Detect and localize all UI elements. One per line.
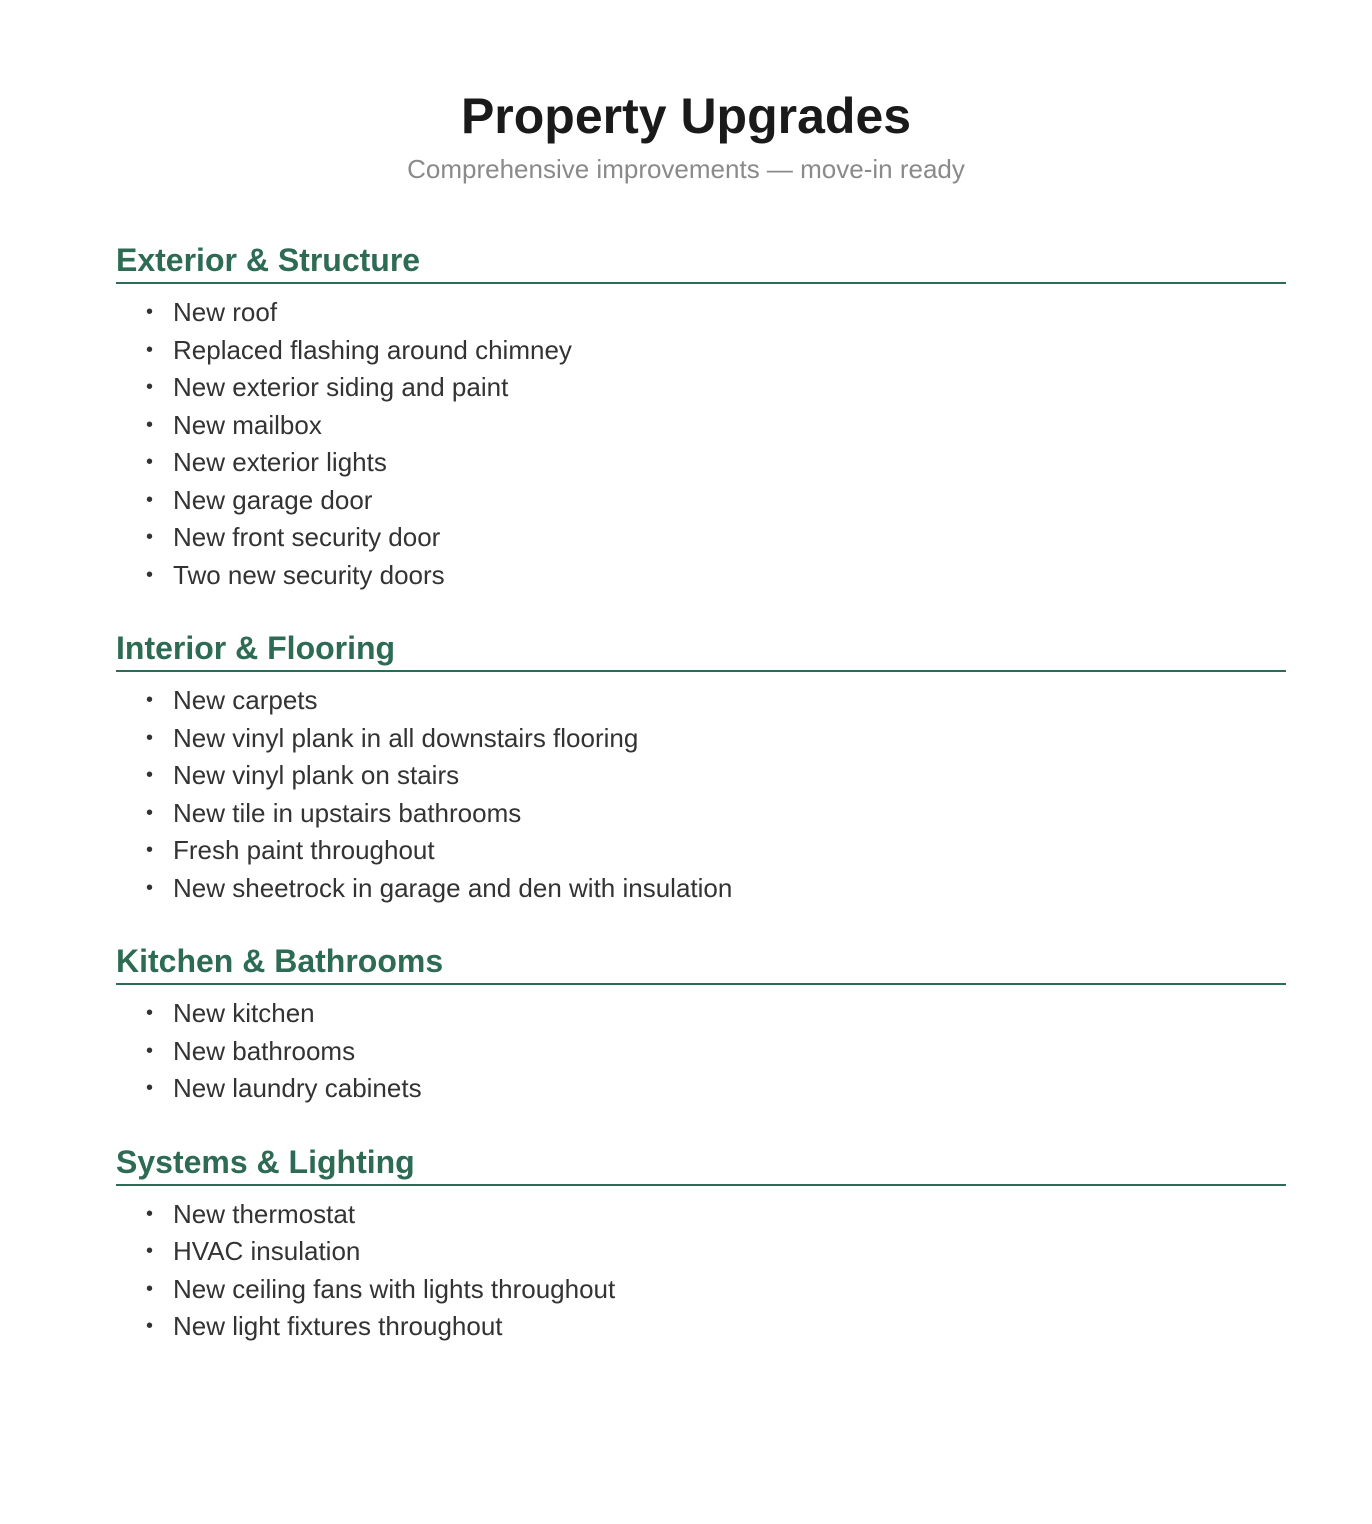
list-item <box>116 1033 1286 1071</box>
item-text: New light fixtures throughout <box>173 1311 503 1341</box>
item-text: New thermostat <box>173 1198 356 1229</box>
bullet-icon: • <box>146 1202 154 1225</box>
bullet-icon: • <box>146 689 154 711</box>
bullet-icon: • <box>146 301 154 323</box>
list-item <box>116 444 1286 482</box>
bullet-icon: • <box>146 839 154 861</box>
list-item <box>116 294 1286 332</box>
section-title: Exterior & Structure <box>116 240 1286 284</box>
bullet-icon: • <box>146 563 154 586</box>
item-text: New exterior lights <box>173 447 387 477</box>
list-item <box>116 1070 1286 1108</box>
item-text: New sheetrock in garage and den with insulation <box>173 872 733 903</box>
section-systems-lighting <box>116 1142 1286 1346</box>
section-exterior-structure <box>116 240 1286 594</box>
item-text: New ceiling fans with lights throughout <box>173 1273 616 1304</box>
item-text: New kitchen <box>173 998 315 1028</box>
list-item <box>116 682 1286 720</box>
bullet-icon: • <box>146 876 154 899</box>
document-header <box>0 0 1372 186</box>
page-title: Property Upgrades <box>460 88 912 144</box>
section-title: Kitchen & Bathrooms <box>116 941 1286 985</box>
upgrade-list <box>116 995 1286 1108</box>
bullet-icon: • <box>146 413 154 436</box>
item-text: HVAC insulation <box>173 1236 361 1266</box>
upgrade-sections <box>116 240 1286 1346</box>
item-text: New tile in upstairs bathrooms <box>173 797 522 828</box>
list-item <box>116 1308 1286 1346</box>
upgrade-list <box>116 294 1286 594</box>
bullet-icon: • <box>146 1277 154 1300</box>
item-text: Two new security doors <box>173 559 445 590</box>
list-item <box>116 995 1286 1033</box>
bullet-icon: • <box>146 801 154 824</box>
section-title: Interior & Flooring <box>116 628 1286 672</box>
bullet-icon: • <box>146 488 154 511</box>
list-item <box>116 870 1286 908</box>
upgrade-list <box>116 1196 1286 1346</box>
page-subtitle: Comprehensive improvements — move-in ready <box>407 154 965 184</box>
list-item <box>116 369 1286 407</box>
bullet-icon: • <box>146 1315 154 1337</box>
item-text: Replaced flashing around chimney <box>173 334 572 365</box>
item-text: New vinyl plank in all downstairs flooring <box>173 722 639 753</box>
list-item <box>116 1233 1286 1271</box>
list-item <box>116 1271 1286 1309</box>
bullet-icon: • <box>146 1002 154 1024</box>
list-item <box>116 720 1286 758</box>
list-item <box>116 1196 1286 1234</box>
list-item <box>116 557 1286 595</box>
section-interior-flooring <box>116 628 1286 907</box>
item-text: Fresh paint throughout <box>173 835 435 865</box>
item-text: New bathrooms <box>173 1035 356 1066</box>
list-item <box>116 482 1286 520</box>
item-text: New front security door <box>173 522 441 552</box>
item-text: New roof <box>173 297 278 327</box>
bullet-icon: • <box>146 338 154 361</box>
list-item <box>116 407 1286 445</box>
bullet-icon: • <box>146 526 154 548</box>
list-item <box>116 757 1286 795</box>
section-title: Systems & Lighting <box>116 1142 1286 1186</box>
item-text: New carpets <box>173 685 318 715</box>
list-item <box>116 832 1286 870</box>
bullet-icon: • <box>146 1077 154 1099</box>
section-kitchen-bathrooms <box>116 941 1286 1108</box>
bullet-icon: • <box>146 764 154 786</box>
item-text: New mailbox <box>173 409 322 440</box>
item-text: New laundry cabinets <box>173 1073 422 1103</box>
list-item <box>116 795 1286 833</box>
item-text: New garage door <box>173 484 373 515</box>
bullet-icon: • <box>146 1039 154 1062</box>
bullet-icon: • <box>146 451 154 473</box>
list-item <box>116 332 1286 370</box>
list-item <box>116 519 1286 557</box>
bullet-icon: • <box>146 1240 154 1262</box>
item-text: New exterior siding and paint <box>173 372 509 402</box>
bullet-icon: • <box>146 726 154 749</box>
upgrade-list <box>116 682 1286 907</box>
item-text: New vinyl plank on stairs <box>173 760 460 790</box>
bullet-icon: • <box>146 376 154 398</box>
